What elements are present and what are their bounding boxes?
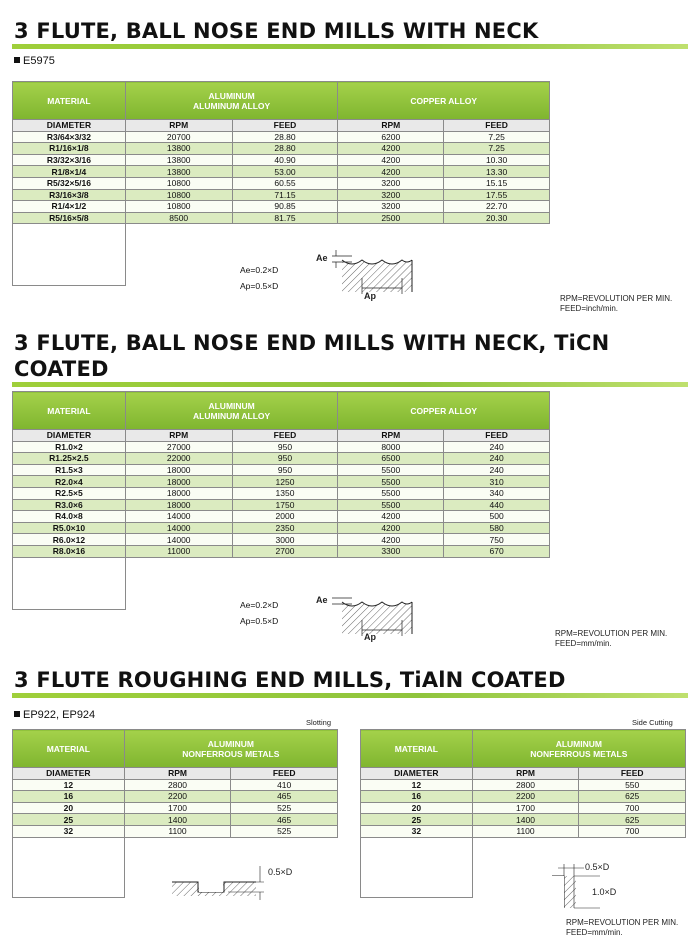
value-cell: 1100 [124, 825, 231, 837]
value-cell: 8000 [338, 441, 444, 453]
header-aluminum-text: ALUMINUM NONFERROUS METALS [182, 738, 280, 759]
diameter-cell: R3/16×3/8 [13, 189, 126, 201]
value-cell: 13.30 [444, 166, 550, 178]
header-aluminum [472, 730, 685, 768]
section-ball-nose-neck [0, 18, 700, 68]
value-cell: 18000 [125, 499, 232, 511]
value-cell: 13800 [125, 154, 232, 166]
value-cell: 700 [579, 825, 686, 837]
table-row [13, 453, 550, 465]
value-cell: 2350 [232, 522, 338, 534]
table-row [13, 825, 338, 837]
value-cell: 2500 [338, 212, 444, 224]
value-cell: 17.55 [444, 189, 550, 201]
value-cell: 1750 [232, 499, 338, 511]
header-rpm: RPM [125, 120, 232, 132]
diameter-cell: R8.0×16 [13, 545, 126, 557]
diameter-cell: R1.0×2 [13, 441, 126, 453]
value-cell: 4200 [338, 166, 444, 178]
side-depth-label: 1.0×D [592, 887, 617, 897]
product-code [0, 708, 700, 722]
value-cell: 22.70 [444, 201, 550, 213]
table-row [361, 802, 686, 814]
diameter-cell: R1.25×2.5 [13, 453, 126, 465]
diagram-label-ap: Ap [364, 632, 376, 642]
header-feed: FEED [231, 768, 338, 780]
diameter-cell: 32 [13, 825, 125, 837]
value-cell: 81.75 [232, 212, 338, 224]
value-cell: 27000 [125, 441, 232, 453]
value-cell: 410 [231, 779, 338, 791]
value-cell: 1250 [232, 476, 338, 488]
table-row [13, 131, 550, 143]
value-cell: 28.80 [232, 143, 338, 155]
value-cell: 28.80 [232, 131, 338, 143]
table-row [13, 476, 550, 488]
slotting-diagram [168, 862, 268, 902]
value-cell: 11000 [125, 545, 232, 557]
value-cell: 1700 [124, 802, 231, 814]
diameter-cell: R1/8×1/4 [13, 166, 126, 178]
value-cell: 4200 [338, 534, 444, 546]
diameter-cell: R5/16×5/8 [13, 212, 126, 224]
value-cell: 1350 [232, 487, 338, 499]
value-cell: 2200 [472, 791, 579, 803]
value-cell: 14000 [125, 522, 232, 534]
table-row [13, 143, 550, 155]
diameter-cell: 25 [361, 814, 473, 826]
value-cell: 465 [231, 791, 338, 803]
product-code [0, 54, 700, 68]
value-cell: 2800 [472, 779, 579, 791]
diameter-cell: R6.0×12 [13, 534, 126, 546]
value-cell: 13800 [125, 143, 232, 155]
header-rpm: RPM [338, 430, 444, 442]
value-cell: 5500 [338, 476, 444, 488]
header-rpm: RPM [125, 430, 232, 442]
value-cell: 465 [231, 814, 338, 826]
formula-ap: Ap=0.5×D [240, 616, 279, 626]
diameter-cell: 25 [13, 814, 125, 826]
diameter-cell: R1/16×1/8 [13, 143, 126, 155]
formula-block [240, 597, 278, 629]
value-cell: 2200 [124, 791, 231, 803]
value-cell: 7.25 [444, 131, 550, 143]
value-cell: 550 [579, 779, 686, 791]
value-cell: 90.85 [232, 201, 338, 213]
diameter-cell: R1.5×3 [13, 464, 126, 476]
table-row [13, 534, 550, 546]
cutting-table-side-cutting [360, 729, 686, 898]
table-row [13, 545, 550, 557]
value-cell: 3300 [338, 545, 444, 557]
value-cell: 13800 [125, 166, 232, 178]
value-cell: 700 [579, 802, 686, 814]
diameter-cell: R3/32×3/16 [13, 154, 126, 166]
table-row [13, 802, 338, 814]
table-row [13, 779, 338, 791]
value-cell: 240 [444, 464, 550, 476]
value-cell: 4200 [338, 522, 444, 534]
diagram-spacer [13, 224, 126, 286]
value-cell: 5500 [338, 499, 444, 511]
value-cell: 440 [444, 499, 550, 511]
table-row [13, 522, 550, 534]
value-cell: 22000 [125, 453, 232, 465]
header-material: MATERIAL [361, 730, 473, 768]
table-row [13, 814, 338, 826]
value-cell: 625 [579, 791, 686, 803]
value-cell: 1400 [124, 814, 231, 826]
value-cell: 310 [444, 476, 550, 488]
formula-ae: Ae=0.2×D [240, 600, 279, 610]
header-aluminum-text: ALUMINUM ALUMINUM ALLOY [193, 90, 271, 111]
header-aluminum [124, 730, 337, 768]
diameter-cell: R1/4×1/2 [13, 201, 126, 213]
bullet-square-icon [14, 57, 20, 63]
value-cell: 18000 [125, 487, 232, 499]
note-feed: FEED=inch/min. [560, 304, 619, 313]
value-cell: 340 [444, 487, 550, 499]
note-rpm: RPM=REVOLUTION PER MIN. [560, 294, 673, 303]
value-cell: 7.25 [444, 143, 550, 155]
diagram-spacer [13, 557, 126, 609]
diagram-spacer [361, 837, 473, 897]
header-rpm: RPM [124, 768, 231, 780]
header-aluminum-text: ALUMINUM NONFERROUS METALS [530, 738, 628, 759]
section-roughing-tialn [0, 667, 700, 722]
caption-side-cutting: Side Cutting [632, 718, 673, 727]
diagram-label-ap: Ap [364, 291, 376, 301]
units-note [555, 629, 667, 649]
diameter-cell: 16 [361, 791, 473, 803]
value-cell: 580 [444, 522, 550, 534]
value-cell: 40.90 [232, 154, 338, 166]
value-cell: 1100 [472, 825, 579, 837]
value-cell: 60.55 [232, 177, 338, 189]
value-cell: 625 [579, 814, 686, 826]
value-cell: 2700 [232, 545, 338, 557]
header-aluminum [125, 392, 338, 430]
title-rule [12, 44, 688, 49]
value-cell: 6500 [338, 453, 444, 465]
formula-ae: Ae=0.2×D [240, 265, 279, 275]
section-title: 3 FLUTE ROUGHING END MILLS, TiAlN COATED [14, 668, 566, 692]
value-cell: 240 [444, 453, 550, 465]
diameter-cell: 32 [361, 825, 473, 837]
bullet-square-icon [14, 711, 20, 717]
value-cell: 525 [231, 825, 338, 837]
value-cell: 2800 [124, 779, 231, 791]
value-cell: 2000 [232, 511, 338, 523]
header-feed: FEED [444, 430, 550, 442]
header-copper: COPPER ALLOY [338, 82, 550, 120]
table-row [13, 177, 550, 189]
table-row [13, 166, 550, 178]
diameter-cell: R5.0×10 [13, 522, 126, 534]
value-cell: 750 [444, 534, 550, 546]
slot-depth-label: 0.5×D [268, 867, 293, 877]
header-feed: FEED [232, 120, 338, 132]
value-cell: 14000 [125, 511, 232, 523]
table-row [13, 441, 550, 453]
diagram-label-ae: Ae [316, 595, 328, 605]
value-cell: 53.00 [232, 166, 338, 178]
header-aluminum-text: ALUMINUM ALUMINUM ALLOY [193, 400, 271, 421]
value-cell: 10800 [125, 177, 232, 189]
value-cell: 18000 [125, 476, 232, 488]
title-rule [12, 382, 688, 387]
diameter-cell: R5/32×5/16 [13, 177, 126, 189]
section-title: 3 FLUTE, BALL NOSE END MILLS WITH NECK [14, 19, 539, 43]
header-aluminum [125, 82, 338, 120]
value-cell: 5500 [338, 464, 444, 476]
table-row [13, 499, 550, 511]
header-diameter: DIAMETER [361, 768, 473, 780]
cutting-table-eg908 [12, 391, 550, 610]
caption-slotting: Slotting [306, 718, 332, 727]
value-cell: 1400 [472, 814, 579, 826]
value-cell: 15.15 [444, 177, 550, 189]
table-row [13, 791, 338, 803]
value-cell: 8500 [125, 212, 232, 224]
value-cell: 525 [231, 802, 338, 814]
diameter-cell: 12 [361, 779, 473, 791]
formula-ap: Ap=0.5×D [240, 281, 279, 291]
value-cell: 240 [444, 441, 550, 453]
value-cell: 71.15 [232, 189, 338, 201]
diameter-cell: 20 [361, 802, 473, 814]
value-cell: 4200 [338, 511, 444, 523]
formula-block [240, 262, 278, 294]
value-cell: 5500 [338, 487, 444, 499]
header-diameter: DIAMETER [13, 120, 126, 132]
note-rpm: RPM=REVOLUTION PER MIN. [566, 918, 679, 927]
header-feed: FEED [444, 120, 550, 132]
table-row [361, 825, 686, 837]
note-feed: FEED=mm/min. [555, 639, 612, 648]
header-diameter: DIAMETER [13, 430, 126, 442]
header-copper: COPPER ALLOY [338, 392, 550, 430]
header-rpm: RPM [338, 120, 444, 132]
table-row [361, 791, 686, 803]
value-cell: 670 [444, 545, 550, 557]
value-cell: 20700 [125, 131, 232, 143]
value-cell: 4200 [338, 143, 444, 155]
value-cell: 3200 [338, 201, 444, 213]
diameter-cell: R2.5×5 [13, 487, 126, 499]
header-feed: FEED [232, 430, 338, 442]
value-cell: 6200 [338, 131, 444, 143]
title-rule [12, 693, 688, 698]
diameter-cell: R3.0×6 [13, 499, 126, 511]
header-material: MATERIAL [13, 82, 126, 120]
table-row [361, 779, 686, 791]
cutting-table-e5975 [12, 81, 550, 286]
value-cell: 950 [232, 441, 338, 453]
diameter-cell: R3/64×3/32 [13, 131, 126, 143]
value-cell: 14000 [125, 534, 232, 546]
value-cell: 3200 [338, 177, 444, 189]
header-material: MATERIAL [13, 730, 125, 768]
value-cell: 1700 [472, 802, 579, 814]
header-rpm: RPM [472, 768, 579, 780]
header-diameter: DIAMETER [13, 768, 125, 780]
table-row [13, 189, 550, 201]
product-code-text: EP922, EP924 [23, 709, 96, 721]
value-cell: 10800 [125, 201, 232, 213]
table-row [13, 511, 550, 523]
diameter-cell: 12 [13, 779, 125, 791]
value-cell: 3000 [232, 534, 338, 546]
diameter-cell: R4.0×8 [13, 511, 126, 523]
value-cell: 500 [444, 511, 550, 523]
section-title: 3 FLUTE, BALL NOSE END MILLS WITH NECK, TiCN COATED [14, 331, 610, 381]
table-row [13, 201, 550, 213]
units-note [566, 918, 678, 938]
value-cell: 3200 [338, 189, 444, 201]
header-material: MATERIAL [13, 392, 126, 430]
diameter-cell: 16 [13, 791, 125, 803]
diagram-label-ae: Ae [316, 253, 328, 263]
header-feed: FEED [579, 768, 686, 780]
diagram-spacer [13, 837, 125, 897]
units-note [560, 294, 672, 314]
table-row [13, 212, 550, 224]
table-row [13, 487, 550, 499]
side-width-label: 0.5×D [585, 862, 610, 872]
diameter-cell: 20 [13, 802, 125, 814]
value-cell: 10800 [125, 189, 232, 201]
value-cell: 10.30 [444, 154, 550, 166]
diameter-cell: R2.0×4 [13, 476, 126, 488]
note-rpm: RPM=REVOLUTION PER MIN. [555, 629, 668, 638]
table-row [361, 814, 686, 826]
table-row [13, 154, 550, 166]
value-cell: 4200 [338, 154, 444, 166]
value-cell: 18000 [125, 464, 232, 476]
value-cell: 950 [232, 453, 338, 465]
product-code-text: E5975 [23, 55, 55, 67]
value-cell: 20.30 [444, 212, 550, 224]
value-cell: 950 [232, 464, 338, 476]
table-row [13, 464, 550, 476]
note-feed: FEED=mm/min. [566, 928, 623, 937]
